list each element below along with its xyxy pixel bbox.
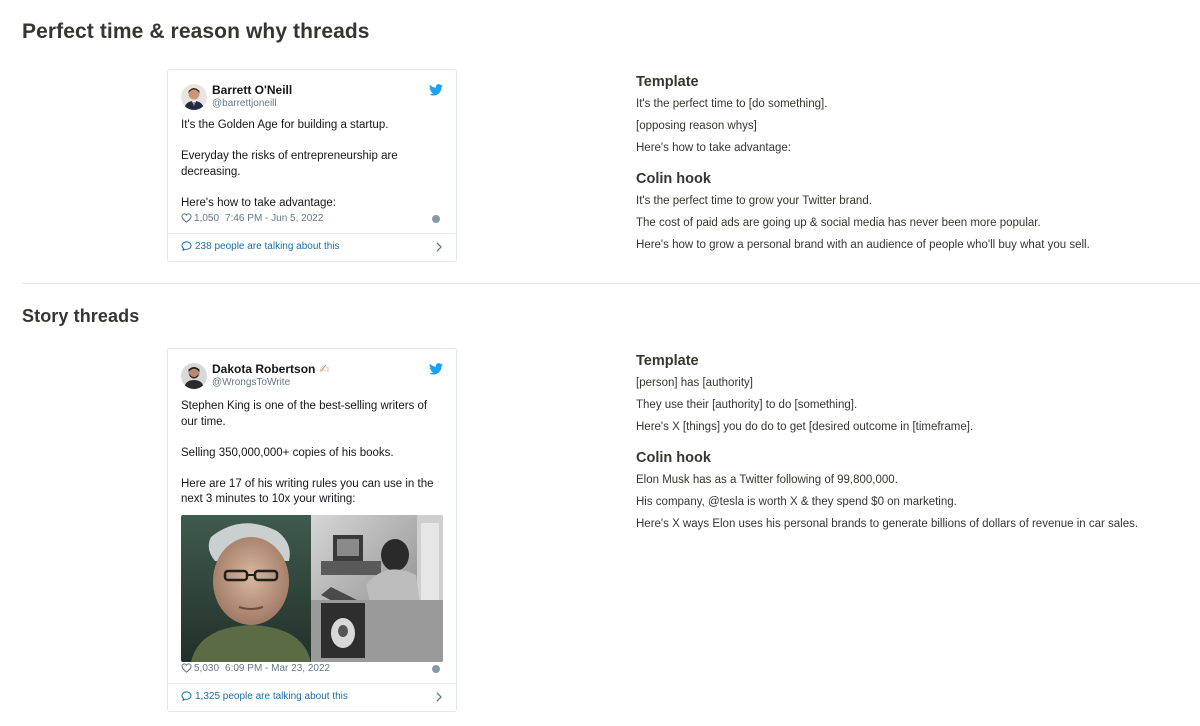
heart-icon[interactable] — [181, 213, 192, 223]
tweet-author-name[interactable] — [212, 362, 329, 376]
tweet-footer[interactable] — [168, 683, 456, 711]
twitter-bird-icon[interactable] — [429, 84, 443, 96]
tweet-meta — [181, 213, 443, 227]
info-icon[interactable] — [432, 665, 440, 673]
twitter-bird-icon[interactable] — [429, 363, 443, 375]
hook-line: Elon Musk has as a Twitter following of 99,800,000. — [636, 474, 898, 486]
tweet-paragraph: It's the Golden Age for building a startup. — [181, 119, 389, 131]
tweet-paragraph: Here are 17 of his writing rules you can use in the next 3 minutes to 10x your writing: — [181, 477, 434, 505]
writing-hand-icon: ✍ — [319, 362, 330, 376]
tweet-paragraph: Selling 350,000,000+ copies of his books. — [181, 446, 394, 459]
tweet-author-name[interactable]: Barrett O'Neill — [212, 83, 293, 97]
tweet-timestamp[interactable]: 6:09 PM - Mar 23, 2022 — [225, 663, 331, 674]
hook-line: His company, @tesla is worth X & they spend $0 on marketing. — [636, 496, 957, 508]
chevron-right-icon[interactable] — [435, 692, 443, 702]
tweet-card-barrett[interactable] — [167, 69, 457, 262]
tweet-footer[interactable] — [168, 233, 456, 261]
hook-line: Here's X ways Elon uses his personal brands to generate billions of dollars of revenue in car sales. — [636, 518, 1139, 530]
tweet-author-handle[interactable]: @WrongsToWrite — [212, 377, 291, 388]
tweet-header — [181, 361, 443, 393]
like-count: 5,030 — [194, 663, 220, 674]
template-line: Here's how to take advantage: — [636, 142, 791, 154]
hook-heading: Colin hook — [636, 450, 711, 466]
tweet-paragraph: Stephen King is one of the best-selling writers of our time. — [181, 400, 428, 428]
comment-bubble-icon — [181, 691, 192, 701]
chevron-right-icon[interactable] — [435, 242, 443, 252]
tweet-header — [181, 82, 443, 114]
avatar[interactable] — [181, 363, 207, 389]
tweet-text — [181, 118, 444, 211]
section-divider — [22, 283, 1200, 284]
tweet-photo[interactable] — [181, 515, 443, 662]
template-line: [opposing reason whys] — [636, 120, 757, 132]
template-heading: Template — [636, 353, 699, 369]
tweet-meta — [181, 663, 443, 677]
talking-link[interactable] — [181, 241, 340, 252]
info-icon[interactable] — [432, 215, 440, 223]
talking-link[interactable] — [181, 691, 348, 702]
tweet-text — [181, 399, 444, 508]
heart-icon[interactable] — [181, 663, 192, 673]
author-name-text: Dakota Robertson — [212, 362, 316, 376]
hook-line: Here's how to grow a personal brand with an audience of people who'll buy what you sell. — [636, 239, 1090, 251]
template-heading: Template — [636, 74, 699, 90]
section-title-perfect-time: Perfect time & reason why threads — [22, 20, 370, 43]
template-panel-story — [636, 353, 1176, 535]
tweet-card-dakota[interactable] — [167, 348, 457, 712]
like-count: 1,050 — [194, 213, 220, 224]
template-line: [person] has [authority] — [636, 377, 753, 389]
comment-bubble-icon — [181, 241, 192, 251]
talking-text: 238 people are talking about this — [195, 241, 340, 252]
template-line: Here's X [things] you do do to get [desired outcome in [timeframe]. — [636, 421, 974, 433]
talking-text: 1,325 people are talking about this — [195, 691, 348, 702]
hook-heading: Colin hook — [636, 171, 711, 187]
hook-line: It's the perfect time to grow your Twitter brand. — [636, 195, 872, 207]
tweet-paragraph: Everyday the risks of entrepreneurship are decreasing. — [181, 150, 398, 178]
template-line: It's the perfect time to [do something]. — [636, 98, 828, 110]
avatar[interactable] — [181, 84, 207, 110]
template-panel-perfect-time — [636, 74, 1176, 256]
tweet-paragraph: Here's how to take advantage: — [181, 196, 336, 209]
tweet-timestamp[interactable]: 7:46 PM - Jun 5, 2022 — [225, 213, 324, 224]
hook-line: The cost of paid ads are going up & social media has never been more popular. — [636, 217, 1041, 229]
tweet-author-handle[interactable]: @barrettjoneill — [212, 98, 277, 109]
template-line: They use their [authority] to do [something]. — [636, 399, 858, 411]
section-title-story: Story threads — [22, 306, 140, 326]
